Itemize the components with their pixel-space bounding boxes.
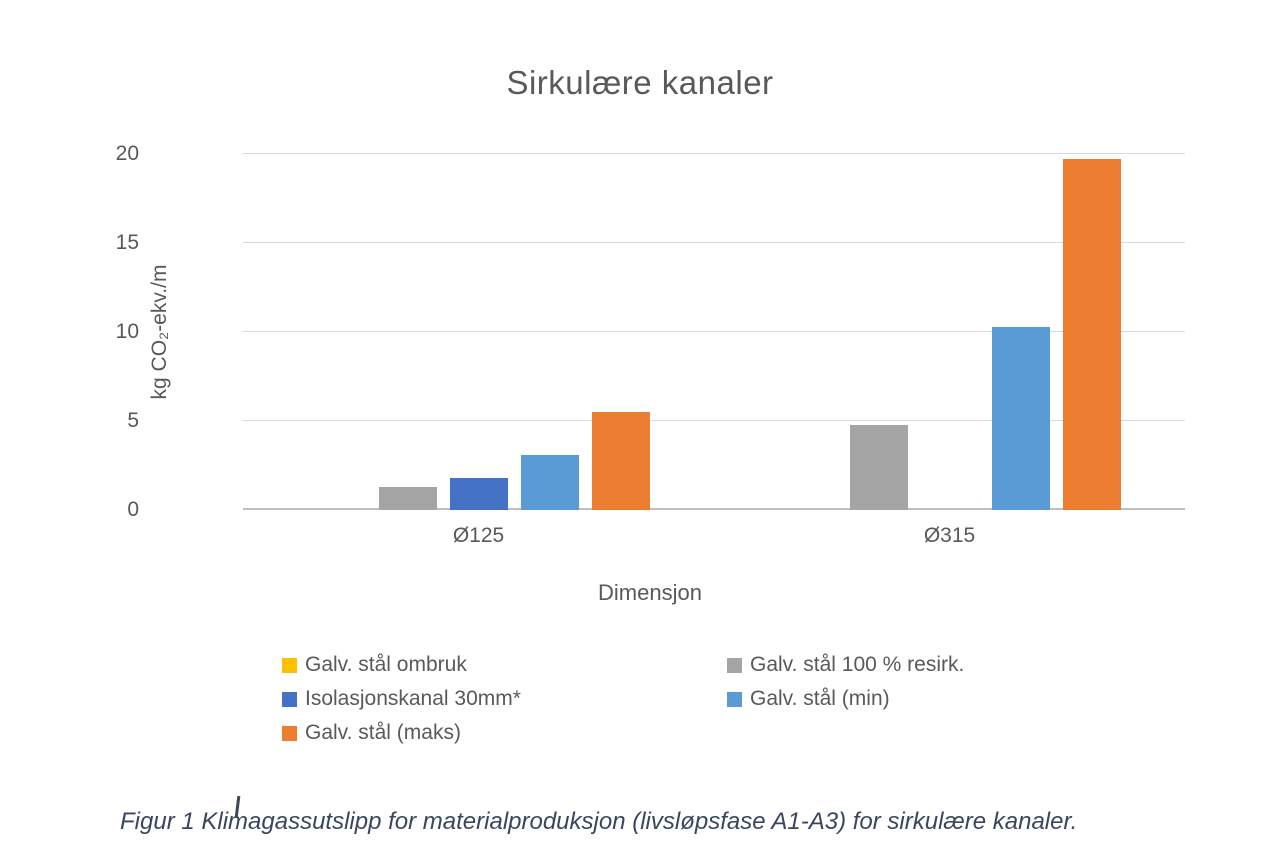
y-tick-label-20: 20 xyxy=(115,142,139,165)
legend-swatch-icon-isolasjonskanal-30mm xyxy=(282,692,297,707)
legend-label-galv-st-l-min: Galv. stål (min) xyxy=(750,687,890,710)
legend-label-galv-st-l-maks: Galv. stål (maks) xyxy=(305,721,461,744)
chart-legend xyxy=(282,648,1067,750)
legend-label-galv-st-l-ombruk: Galv. stål ombruk xyxy=(305,653,467,676)
bar-galv-st-l-min-125 xyxy=(521,455,579,510)
legend-item-galv-st-l-ombruk xyxy=(282,653,727,677)
bar-galv-st-l-100-resirk-315 xyxy=(850,425,908,510)
legend-item-galv-st-l-100-resirk xyxy=(727,653,1067,677)
bar-group-125 xyxy=(243,154,714,510)
legend-swatch-icon-galv-st-l-maks xyxy=(282,726,297,741)
y-tick-label-0: 0 xyxy=(127,498,139,521)
bar-isolasjonskanal-30mm-125 xyxy=(450,478,508,510)
y-axis-title: kg CO₂-ekv./m xyxy=(148,264,171,400)
legend-item-galv-st-l-maks xyxy=(282,721,727,745)
x-tick-label-315: Ø315 xyxy=(923,524,976,547)
bar-galv-st-l-maks-125 xyxy=(592,412,650,510)
legend-label-isolasjonskanal-30mm: Isolasjonskanal 30mm* xyxy=(305,687,521,710)
bar-galv-st-l-100-resirk-125 xyxy=(379,487,437,510)
legend-swatch-icon-galv-st-l-100-resirk xyxy=(727,658,742,673)
legend-swatch-icon-galv-st-l-ombruk xyxy=(282,658,297,673)
bar-galv-st-l-min-315 xyxy=(992,327,1050,510)
figure-caption: Figur 1 Klimagassutslipp for materialproduksjon (livsløpsfase A1-A3) for sirkulære kanaler. xyxy=(120,808,1078,835)
y-tick-label-10: 10 xyxy=(115,320,139,343)
y-tick-label-15: 15 xyxy=(115,231,139,254)
x-tick-label-125: Ø125 xyxy=(452,524,505,547)
legend-label-galv-st-l-100-resirk: Galv. stål 100 % resirk. xyxy=(750,653,965,676)
legend-swatch-icon-galv-st-l-min xyxy=(727,692,742,707)
x-axis-title: Dimensjon xyxy=(598,580,702,605)
y-tick-label-5: 5 xyxy=(127,409,139,432)
bar-galv-st-l-maks-315 xyxy=(1063,159,1121,510)
bar-group-315 xyxy=(714,154,1185,510)
x-axis-tick-labels xyxy=(243,524,1185,548)
legend-item-isolasjonskanal-30mm xyxy=(282,687,727,711)
chart-title: Sirkulære kanaler xyxy=(506,64,774,101)
legend-item-galv-st-l-min xyxy=(727,687,1067,711)
